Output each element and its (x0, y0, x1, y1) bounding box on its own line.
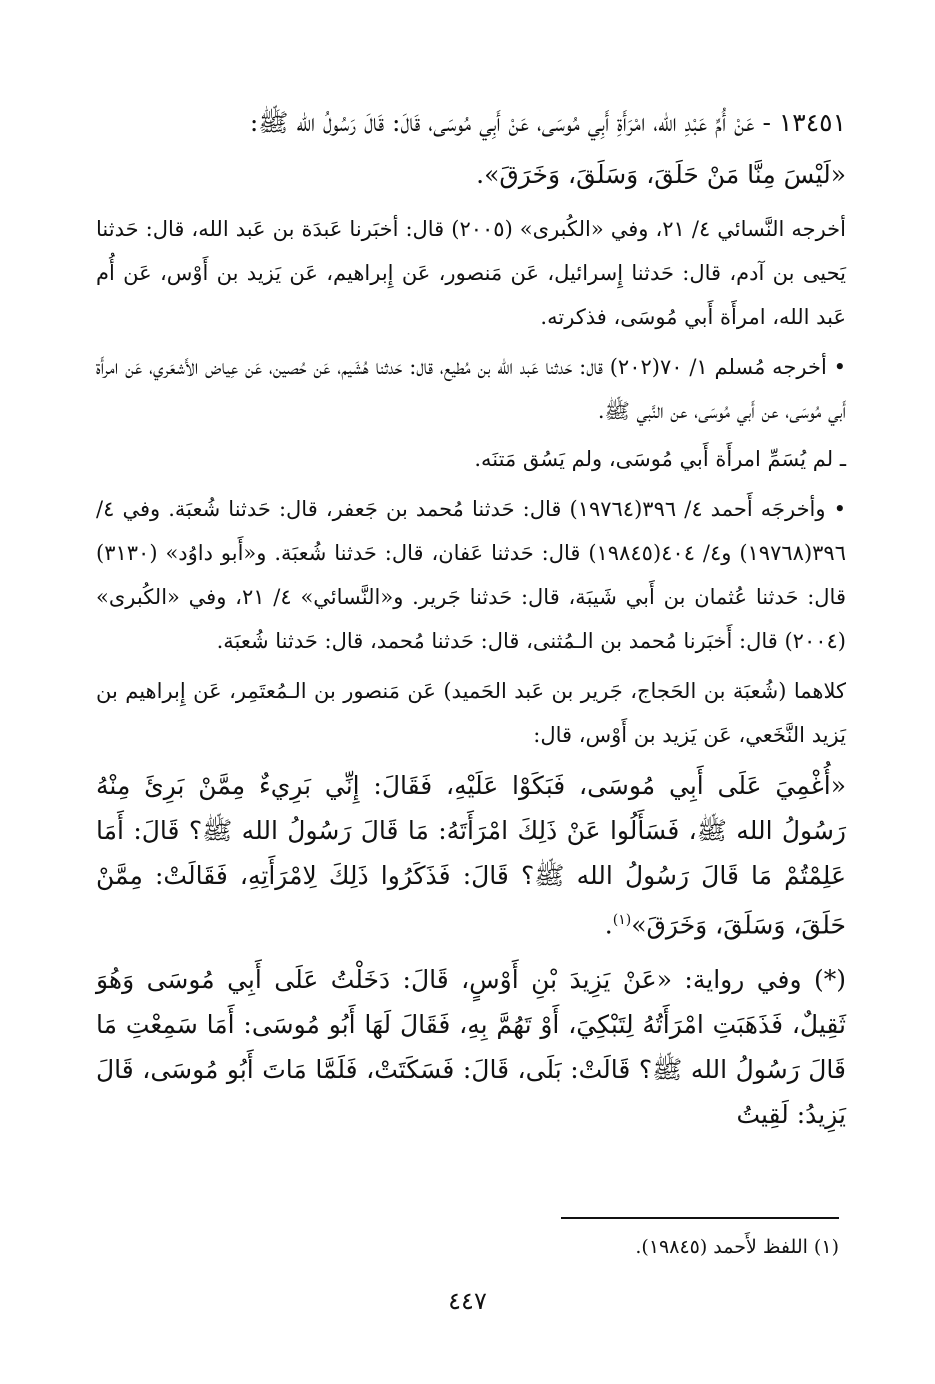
long-hadith-text: «أُغْمِيَ عَلَى أَبِي مُوسَى، فَبَكَوْا عَلَيْهِ، فَقَالَ: إِنِّي بَرِيءٌ مِمَّنْ بَرِئَ مِنْهُ رَسُولُ الله ﷺ، فَسَأَلُوا عَنْ ذَلِكَ امْرَأَتَهُ: مَا قَالَ رَسُولُ الله ﷺ؟ قَالَ: أَمَا عَلِمْتُمْ مَا قَالَ رَسُولُ الله ﷺ؟ قَالَ: فَذَكَرُوا ذَلِكَ لِامْرَأَتِهِ، فَقَالَتْ: مِمَّنْ حَلَقَ، وَسَلَقَ، وَخَرَقَ»$^{(١)}$. (96, 771, 846, 940)
page-body (96, 100, 846, 1147)
footnote-divider (561, 1217, 839, 1219)
muslim-note: ـ لم يُسَمِّ امرأَة أَبي مُوسَى، ولم يَسُق مَتنَه. (474, 447, 846, 471)
chain-both: كلاهما (شُعبَة بن الحَجاج، جَرير بن عَبد الحَميد) عَن مَنصور بن الـمُعتَمِر، عَن إِبراهيم بن يَزيد النَّخَعي، عَن يَزيد بن أَوْس، قال: (96, 679, 846, 747)
page-number: ٤٤٧ (448, 1287, 487, 1315)
footnote: (١) اللفظ لأَحمد (١٩٨٤٥). (635, 1236, 839, 1258)
source-muslim: • أخرجه مُسلم ١/ ٧٠(٢٠٢) قال: حَدثنا عَبد الله بن مُطيع، قال: حَدثنا هُشَيم، عَن حُصين، عَن عِياض الأَشعَري، عَن امرأَة أَبي مُوسَى، عن أَبي مُوسَى، عن النَّبي ﷺ. (96, 355, 846, 423)
long-hadith-body: «أُغْمِيَ عَلَى أَبِي مُوسَى، فَبَكَوْا عَلَيْهِ، فَقَالَ: إِنِّي بَرِيءٌ مِمَّنْ بَرِئَ مِنْهُ رَسُولُ الله ﷺ، فَسَأَلُوا عَنْ ذَلِكَ امْرَأَتَهُ: مَا قَالَ رَسُولُ الله ﷺ؟ قَالَ: أَمَا عَلِمْتُمْ مَا قَالَ رَسُولُ الله ﷺ؟ قَالَ: فَذَكَرُوا ذَلِكَ لِامْرَأَتِهِ، فَقَالَتْ: مِمَّنْ حَلَقَ، وَسَلَقَ، وَخَرَقَ» (96, 771, 846, 940)
hadith-text: «لَيْسَ مِنَّا مَنْ حَلَقَ، وَسَلَقَ، وَخَرَقَ». (476, 160, 846, 189)
footnote-marker: (١) (612, 912, 632, 928)
source-nasai: أخرجه النَّسائي ٤/ ٢١، وفي «الكُبرى» (٢٠٠٥) قال: أخبَرنا عَبدَة بن عَبد الله، قال: حَدثنا يَحيى بن آدم، قال: حَدثنا إِسرائيل، عَن مَنصور، عَن إِبراهيم، عَن يَزيد بن أَوْس، عَن أُم عَبد الله، امرأَة أَبي مُوسَى، فذكرته. (96, 217, 847, 329)
hadith-heading: ١٣٤٥١ - عَنْ أُمِّ عَبْدِ الله، امْرَأَةِ أَبِي مُوسَى، عَنْ أَبِي مُوسَى، قَالَ: قَالَ رَسُولُ الله ﷺ: (249, 108, 846, 137)
source-ahmad: • وأخرجَه أَحمد ٤/ ٣٩٦(١٩٧٦٤) قال: حَدثنا مُحمد بن جَعفر، قال: حَدثنا شُعبَة. وفي ٤/ ٣٩٦(١٩٧٦٨) و٤/ ٤٠٤(١٩٨٤٥) قال: حَدثنا عَفان، قال: حَدثنا شُعبَة. و«أَبو داوُد» (٣١٣٠) قال: حَدثنا عُثمان بن أَبي شَيبَة، قال: حَدثنا جَرير. و«النَّسائي» ٤/ ٢١، وفي «الكُبرى» (٢٠٠٤) قال: أَخبَرنا مُحمد بن الـمُثنى، قال: حَدثنا مُحمد، قال: حَدثنا شُعبَة. (96, 497, 846, 653)
riwaya-text: (*) وفي رواية: «عَنْ يَزِيدَ بْنِ أَوْسٍ، قَالَ: دَخَلْتُ عَلَى أَبِي مُوسَى وَهُوَ ثَقِيلٌ، فَذَهَبَتِ امْرَأَتُهُ لِتَبْكِيَ، أَوْ تَهُمَّ بِهِ، فَقَالَ لَهَا أَبُو مُوسَى: أَمَا سَمِعْتِ مَا قَالَ رَسُولُ الله ﷺ؟ قَالَتْ: بَلَى، قَالَ: فَسَكَتَتْ، فَلَمَّا مَاتَ أَبُو مُوسَى، قَالَ يَزِيدُ: لَقِيتُ (96, 965, 847, 1130)
